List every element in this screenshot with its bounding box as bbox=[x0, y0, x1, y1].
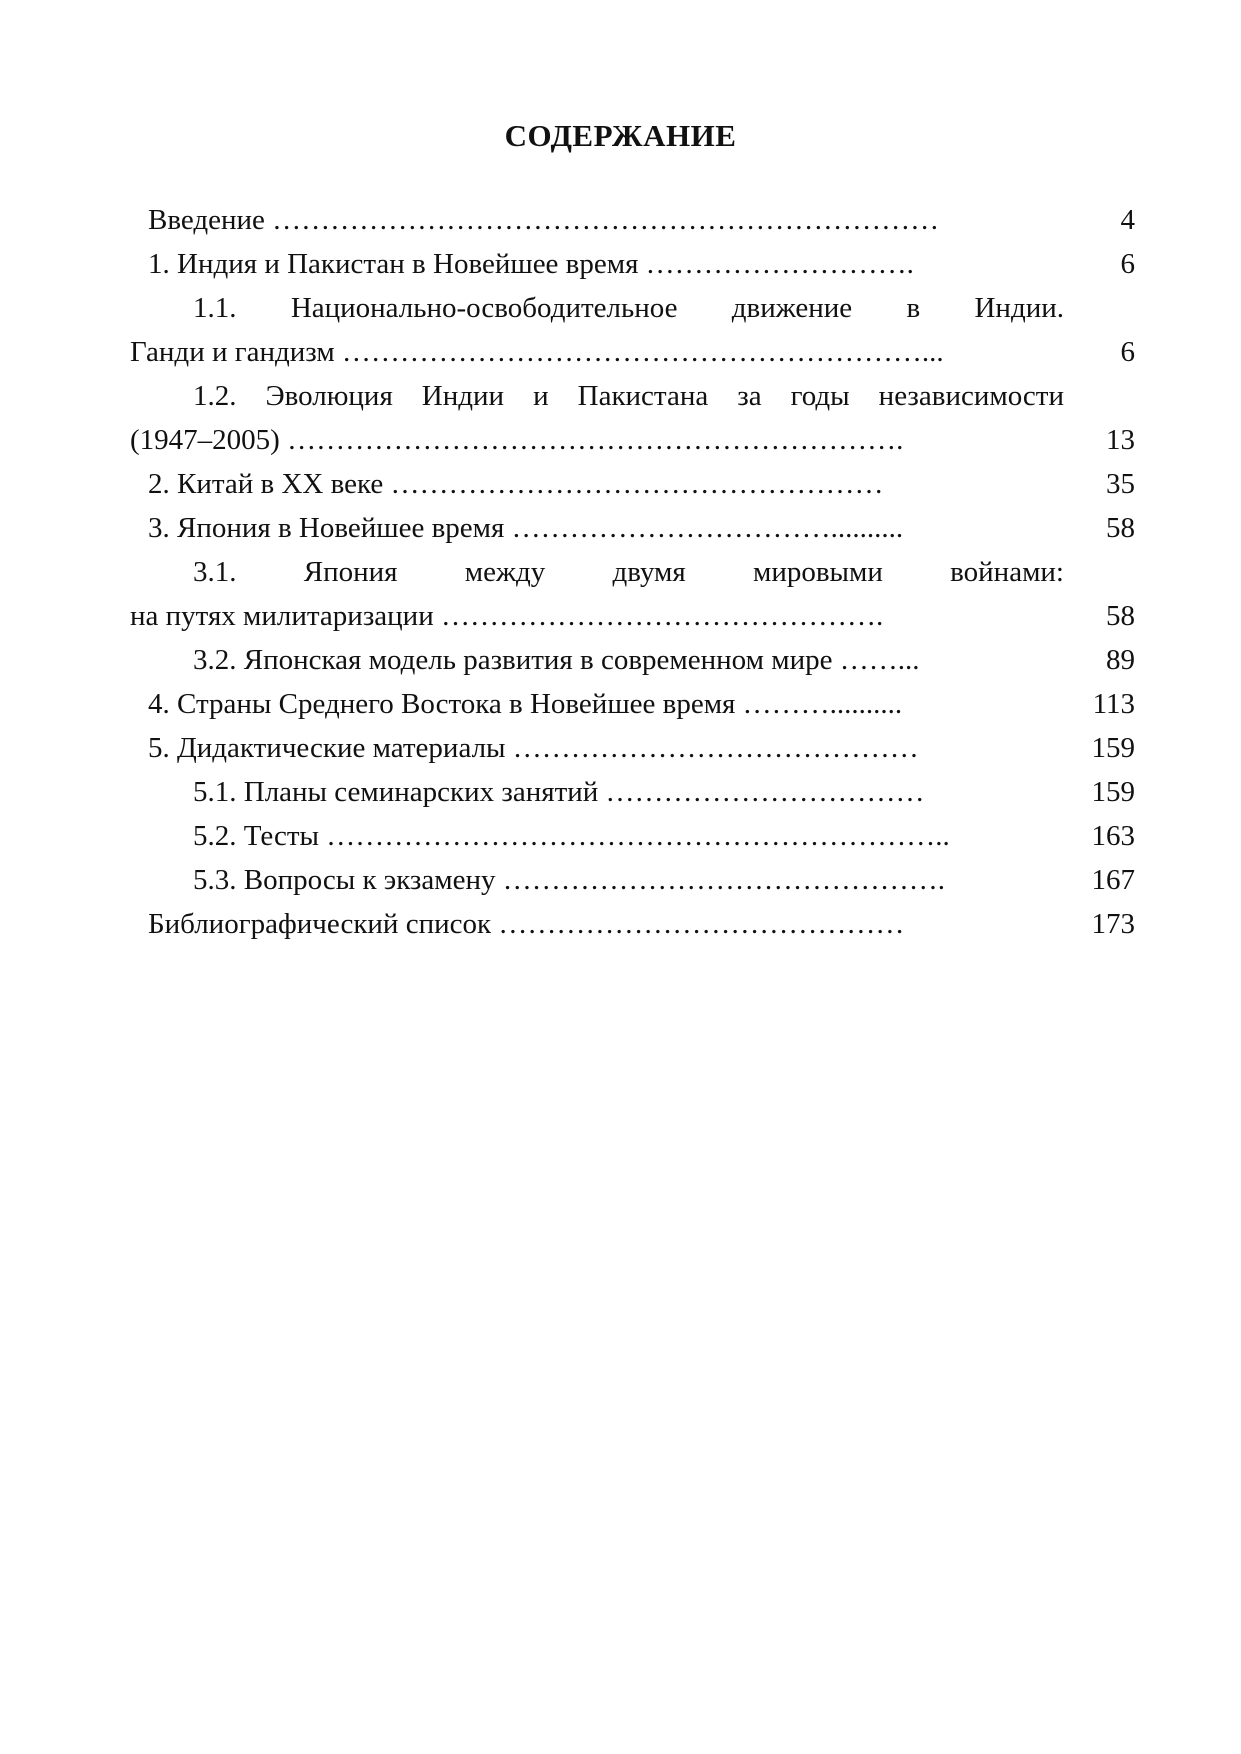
toc-page-number: 159 bbox=[1091, 776, 1135, 808]
toc-entry-section-1-1-continued[interactable] bbox=[130, 330, 1135, 374]
toc-entry-text: 3.1. Япония между двумя мировыми войнами: bbox=[193, 556, 1064, 588]
toc-page-number: 167 bbox=[1091, 864, 1135, 896]
toc-entry-section-3-1[interactable] bbox=[130, 550, 1135, 594]
toc-page-number: 58 bbox=[1106, 512, 1135, 544]
toc-page-number: 89 bbox=[1106, 644, 1135, 676]
toc-entry-section-3-2[interactable] bbox=[130, 638, 1135, 682]
page-title: СОДЕРЖАНИЕ bbox=[504, 118, 737, 153]
toc-entry-text: 1.1. Национально-освободительное движение в Индии. bbox=[193, 292, 1064, 324]
toc-entry-text: 1. Индия и Пакистан в Новейшее время ………………………. bbox=[148, 248, 914, 280]
toc-entry-chapter-4[interactable] bbox=[130, 682, 1135, 726]
toc-entry-text: 5.1. Планы семинарских занятий …………………………… bbox=[193, 776, 925, 808]
toc-entry-section-5-1[interactable] bbox=[130, 770, 1135, 814]
toc-page-number: 163 bbox=[1091, 820, 1135, 852]
toc-entry-chapter-5[interactable] bbox=[130, 726, 1135, 770]
toc-entry-text: Введение …………………………………………………………… bbox=[148, 204, 940, 236]
toc-entry-section-5-2[interactable] bbox=[130, 814, 1135, 858]
toc-entry-section-5-3[interactable] bbox=[130, 858, 1135, 902]
toc-entry-text: 1.2. Эволюция Индии и Пакистана за годы независимости bbox=[193, 380, 1064, 412]
toc-entry-chapter-3[interactable] bbox=[130, 506, 1135, 550]
toc-page-number: 6 bbox=[1120, 336, 1135, 368]
toc-entry-text: (1947–2005) ………………………………………………………. bbox=[130, 424, 904, 456]
table-of-contents bbox=[130, 198, 1135, 946]
toc-entry-text: 5.2. Тесты ……………………………………………………….. bbox=[193, 820, 950, 852]
toc-entry-section-1-2[interactable] bbox=[130, 374, 1135, 418]
toc-page-number: 13 bbox=[1106, 424, 1135, 456]
toc-page-number: 159 bbox=[1091, 732, 1135, 764]
toc-entry-text: 3.2. Японская модель развития в современном мире ……... bbox=[193, 644, 920, 676]
toc-entry-text: 5.3. Вопросы к экзамену ………………………………………. bbox=[193, 864, 946, 896]
toc-entry-text: на путях милитаризации ………………………………………. bbox=[130, 600, 884, 632]
toc-entry-section-1-2-continued[interactable] bbox=[130, 418, 1135, 462]
toc-entry-text: 3. Япония в Новейшее время …………………………….......... bbox=[148, 512, 904, 544]
toc-page-number: 58 bbox=[1106, 600, 1135, 632]
toc-entry-text: Библиографический список …………………………………… bbox=[148, 908, 905, 940]
toc-entry-text: 5. Дидактические материалы …………………………………… bbox=[148, 732, 919, 764]
toc-entry-bibliography[interactable] bbox=[130, 902, 1135, 946]
toc-entry-section-3-1-continued[interactable] bbox=[130, 594, 1135, 638]
toc-page-number: 35 bbox=[1106, 468, 1135, 500]
toc-page-number: 6 bbox=[1120, 248, 1135, 280]
toc-entry-chapter-2[interactable] bbox=[130, 462, 1135, 506]
toc-page-number: 4 bbox=[1120, 204, 1135, 236]
toc-entry-chapter-1[interactable] bbox=[130, 242, 1135, 286]
toc-entry-text: 4. Страны Среднего Востока в Новейшее время ……….......... bbox=[148, 688, 903, 720]
toc-entry-text: Ганди и гандизм ……………………………………………………... bbox=[130, 336, 944, 368]
toc-entry-introduction[interactable] bbox=[130, 198, 1135, 242]
toc-entry-section-1-1[interactable] bbox=[130, 286, 1135, 330]
toc-page-number: 113 bbox=[1092, 688, 1135, 720]
toc-entry-text: 2. Китай в XX веке …………………………………………… bbox=[148, 468, 884, 500]
toc-page-number: 173 bbox=[1091, 908, 1135, 940]
